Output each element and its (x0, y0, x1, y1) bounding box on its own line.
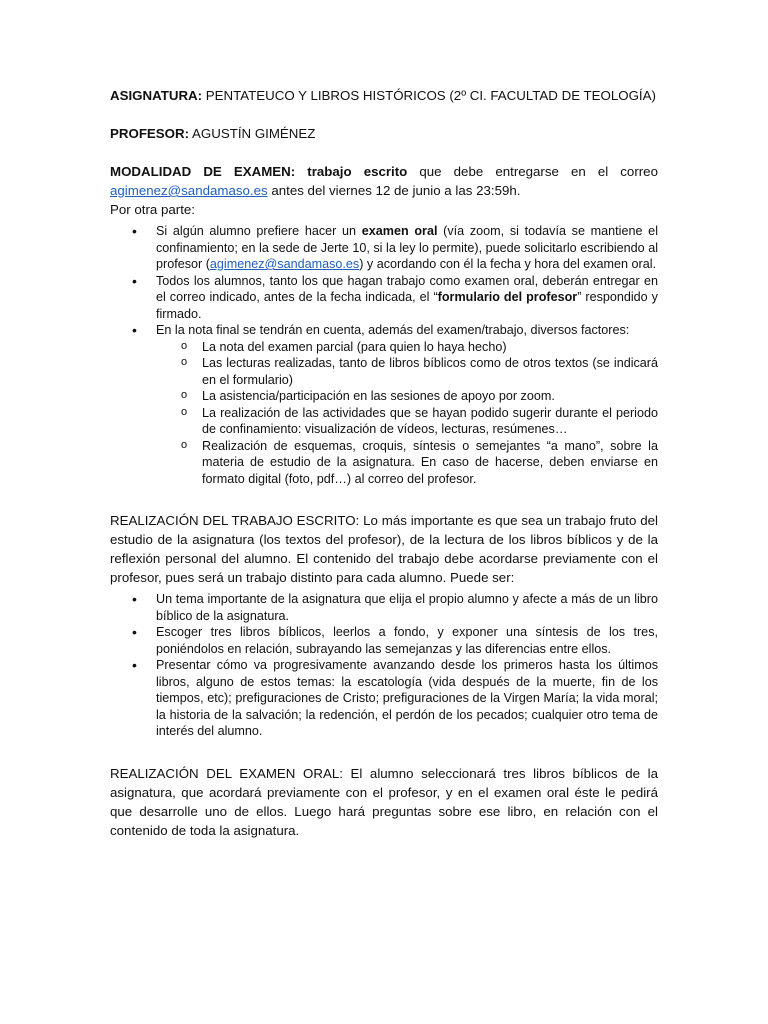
trabajo-text: Lo más importante es que sea un trabajo fruto del estudio de la asignatura (los textos del profesor), de la lectura de los libros bíblicos y de la reflexión personal del alumno. El contenido del trabajo debe acordarse previamente con el profesor, pues será un trabajo distinto para cada alumno. Puede ser: (110, 513, 658, 585)
sublist-item: o Las lecturas realizadas, tanto de libros bíblicos como de otros textos (se indicará en el formulario) (110, 355, 658, 388)
list-item: • Escoger tres libros bíblicos, leerlos a fondo, y exponer una síntesis de los tres, poniéndolos en relación, subrayando las semejanzas y las diferencias entre ellos. (110, 624, 658, 657)
email-link[interactable]: agimenez@sandamaso.es (110, 183, 268, 198)
modalidad-paragraph (110, 162, 658, 200)
professor-label: PROFESOR: (110, 126, 190, 141)
oral-paragraph (110, 764, 658, 840)
other-line: Por otra parte: (110, 202, 195, 217)
professor-line (110, 124, 658, 143)
list-item: • Presentar cómo va progresivamente avanzando desde los primeros hasta los últimos libros, alguno de estos temas: la escatología (vida después de la muerte, fin de los tiempos, etc); prefiguraciones de Cristo; prefiguraciones de la Virgen María; la vida moral; la historia de la salvación; la redención, el perdón de los pecados; cualquier otro tema de interés del alumno. (110, 657, 658, 740)
conditions-list (110, 223, 658, 487)
subject-value: PENTATEUCO Y LIBROS HISTÓRICOS (2º CI. FACULTAD DE TEOLOGÍA) (202, 88, 656, 103)
oral-text: El alumno seleccionará tres libros bíblicos de la asignatura, que acordará previamente con el profesor, y en el examen oral éste le pedirá que desarrolle uno de ellos. Luego hará preguntas sobre ese libro, en relación con el contenido de toda la asignatura. (110, 765, 658, 838)
modalidad-label: MODALIDAD DE EXAMEN: (110, 164, 296, 179)
factors-sublist (156, 339, 658, 488)
sublist-item: o La asistencia/participación en las sesiones de apoyo por zoom. (110, 388, 658, 405)
subject-label: ASIGNATURA: (110, 88, 203, 103)
trabajo-options-list (110, 591, 658, 740)
oral-label: REALIZACIÓN DEL EXAMEN ORAL: (110, 765, 343, 781)
sublist-item: o La realización de las actividades que se hayan podido sugerir durante el periodo de confinamiento: visualización de vídeos, lecturas, resúmenes… (110, 405, 658, 438)
list-item: • Un tema importante de la asignatura que elija el propio alumno y afecte a más de un libro bíblico de la asignatura. (110, 591, 658, 624)
trabajo-label: REALIZACIÓN DEL TRABAJO ESCRITO: (110, 513, 360, 528)
trabajo-paragraph (110, 511, 658, 587)
modalidad-bold: trabajo escrito (295, 164, 408, 179)
list-item: • Si algún alumno prefiere hacer un examen oral (vía zoom, si todavía se mantiene el confinamiento; en la sede de Jerte 10, si la ley lo permite), puede solicitarlo escribiendo al profesor (agimenez@sandamaso.es) y acordando con él la fecha y hora del examen oral. (110, 223, 658, 273)
email-link[interactable]: agimenez@sandamaso.es (209, 257, 360, 271)
document-body (110, 86, 658, 840)
list-item: • Todos los alumnos, tanto los que hagan trabajo como examen oral, deberán entregar en el correo indicado, antes de la fecha indicada, el “formulario del profesor” respondido y firmado. (110, 273, 658, 323)
modalidad-text-1: que debe entregarse en el correo (407, 164, 658, 179)
sublist-item: o Realización de esquemas, croquis, síntesis o semejantes “a mano”, sobre la materia de estudio de la asignatura. En caso de hacerse, deben enviarse en formato digital (foto, pdf…) al correo del profesor. (110, 438, 658, 488)
subject-line (110, 86, 658, 105)
list-item: • En la nota final se tendrán en cuenta, además del examen/trabajo, diversos factores: o La nota del examen parcial (para quien lo haya hecho) o Las lecturas realizadas, tanto de libros bíblicos como de otros textos (se indicará en el formulario) o La asistencia/participación en las sesiones de apoyo por zoom. o La realización de las actividades que se hayan podido sugerir durante el periodo de confinamiento: visualización de vídeos, lecturas, resúmenes… o Realización de esquemas, croquis, síntesis o semejantes “a mano”, sobre la materia de estudio de la asignatura. En caso de hacerse, deben enviarse en formato digital (foto, pdf…) al correo del profesor. (110, 322, 658, 487)
modalidad-text-2: antes del viernes 12 de junio a las 23:59h. (267, 183, 521, 198)
professor-value: AGUSTÍN GIMÉNEZ (189, 126, 316, 141)
sublist-item: o La nota del examen parcial (para quien lo haya hecho) (110, 339, 658, 356)
